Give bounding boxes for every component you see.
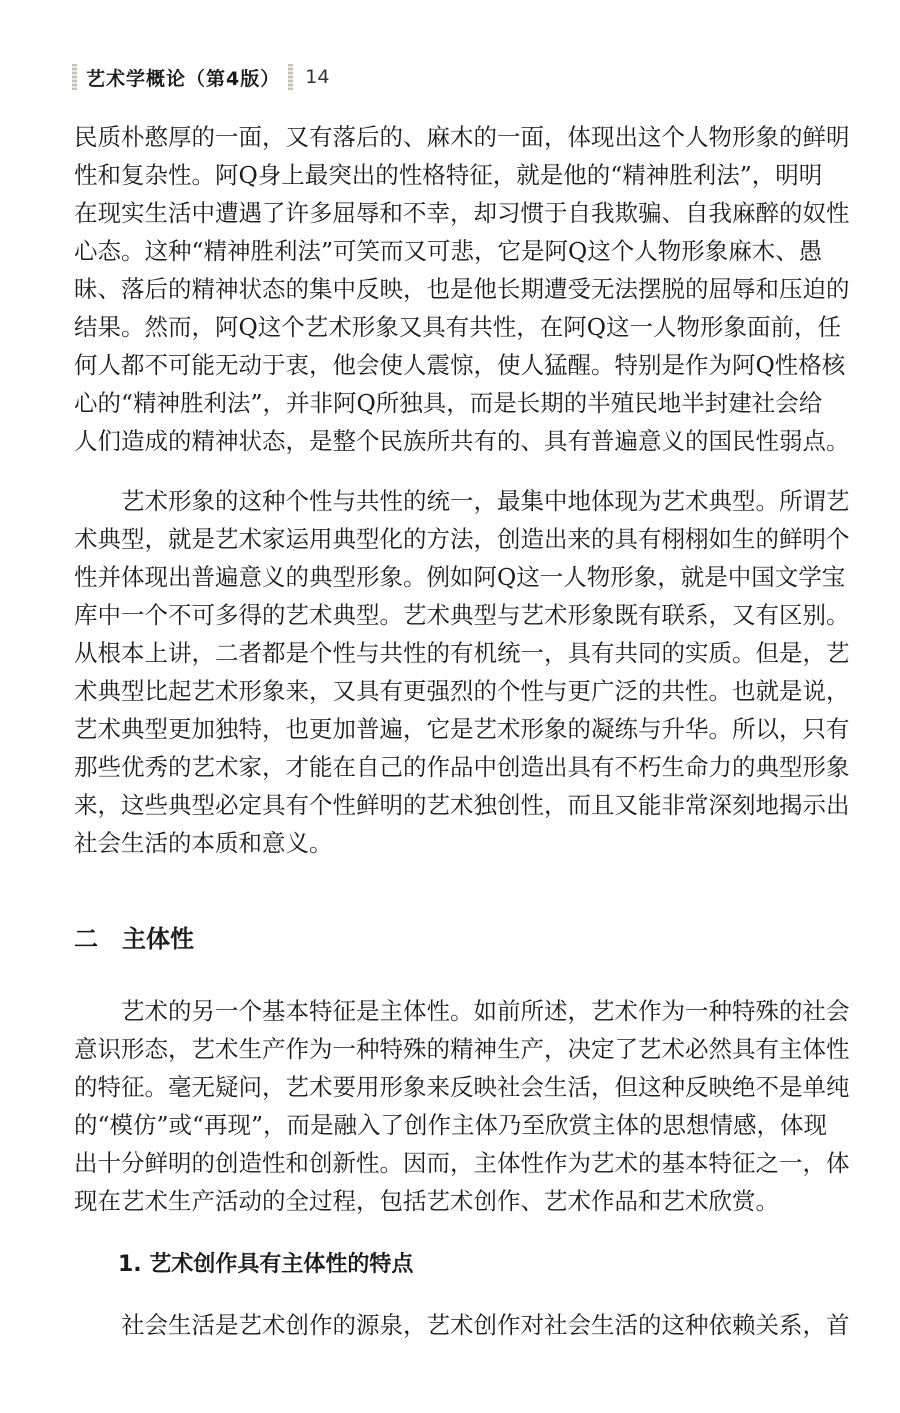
paragraph-art-typicality [74, 482, 850, 862]
text-line: 出十分鲜明的创造性和创新性。因而，主体性作为艺术的基本特征之一，体 [74, 1149, 850, 1177]
text-line: 何人都不可能无动于衷，他会使人震惊，使人猛醒。特别是作为阿Q性格核 [74, 351, 846, 379]
text-line: 性和复杂性。阿Q身上最突出的性格特征，就是他的“精神胜利法”，明明 [74, 161, 823, 189]
text-line: 来，这些典型必定具有个性鲜明的艺术独创性，而且又能非常深刻地揭示出 [74, 791, 850, 819]
text-line: 术典型，就是艺术家运用典型化的方法，创造出来的具有栩栩如生的鲜明个 [74, 525, 850, 553]
paragraph-creation [74, 1306, 850, 1344]
text-line: 心的“精神胜利法”，并非阿Q所独具，而是长期的半殖民地半封建社会给 [74, 389, 823, 417]
paragraph-subjectivity [74, 992, 850, 1220]
text-line: 从根本上讲，二者都是个性与共性的有机统一，具有共同的实质。但是，艺 [74, 639, 850, 667]
text-line: 的特征。毫无疑问，艺术要用形象来反映社会生活，但这种反映绝不是单纯 [74, 1073, 850, 1101]
text-line: 艺术典型更加独特，也更加普遍，它是艺术形象的凝练与升华。所以，只有 [74, 715, 850, 743]
header-decoration-bar [72, 64, 77, 90]
text-line: 性并体现出普遍意义的典型形象。例如阿Q这一人物形象，就是中国文学宝 [74, 563, 846, 591]
text-line: 在现实生活中遭遇了许多屈辱和不幸，却习惯于自我欺骗、自我麻醉的奴性 [74, 199, 850, 227]
header-decoration-bar [288, 64, 293, 90]
text-line: 的“模仿”或“再现”，而是融入了创作主体乃至欣赏主体的思想情感，体现 [74, 1111, 828, 1139]
text-line: 那些优秀的艺术家，才能在自己的作品中创造出具有不朽生命力的典型形象 [74, 753, 850, 781]
text-line: 意识形态，艺术生产作为一种特殊的精神生产，决定了艺术必然具有主体性 [74, 1035, 850, 1063]
page-number: 14 [305, 66, 330, 88]
text-line: 社会生活是艺术创作的源泉，艺术创作对社会生活的这种依赖关系，首 [74, 1311, 850, 1339]
text-line: 艺术形象的这种个性与共性的统一，最集中地体现为艺术典型。所谓艺 [74, 487, 850, 515]
running-header [72, 62, 329, 92]
text-line: 艺术的另一个基本特征是主体性。如前所述，艺术作为一种特殊的社会 [74, 997, 850, 1025]
text-line: 民质朴憨厚的一面，又有落后的、麻木的一面，体现出这个人物形象的鲜明 [74, 123, 850, 151]
text-line: 社会生活的本质和意义。 [74, 829, 333, 857]
book-title: 艺术学概论（第4版） [86, 67, 281, 90]
text-line: 结果。然而，阿Q这个艺术形象又具有共性，在阿Q这一人物形象面前，任 [74, 313, 842, 341]
sub-heading: 1. 艺术创作具有主体性的特点 [118, 1252, 414, 1277]
text-line: 术典型比起艺术形象来，又具有更强烈的个性与更广泛的共性。也就是说， [74, 677, 850, 705]
text-line: 心态。这种“精神胜利法”可笑而又可悲，它是阿Q这个人物形象麻木、愚 [74, 237, 823, 265]
text-line: 库中一个不可多得的艺术典型。艺术典型与艺术形象既有联系，又有区别。 [74, 601, 850, 629]
section-heading: 二 主体性 [74, 925, 194, 953]
text-line: 人们造成的精神状态，是整个民族所共有的、具有普遍意义的国民性弱点。 [74, 427, 850, 455]
text-line: 现在艺术生产活动的全过程，包括艺术创作、艺术作品和艺术欣赏。 [74, 1187, 779, 1215]
text-line: 昧、落后的精神状态的集中反映，也是他长期遭受无法摆脱的屈辱和压迫的 [74, 275, 850, 303]
paragraph-continuation [74, 118, 850, 460]
